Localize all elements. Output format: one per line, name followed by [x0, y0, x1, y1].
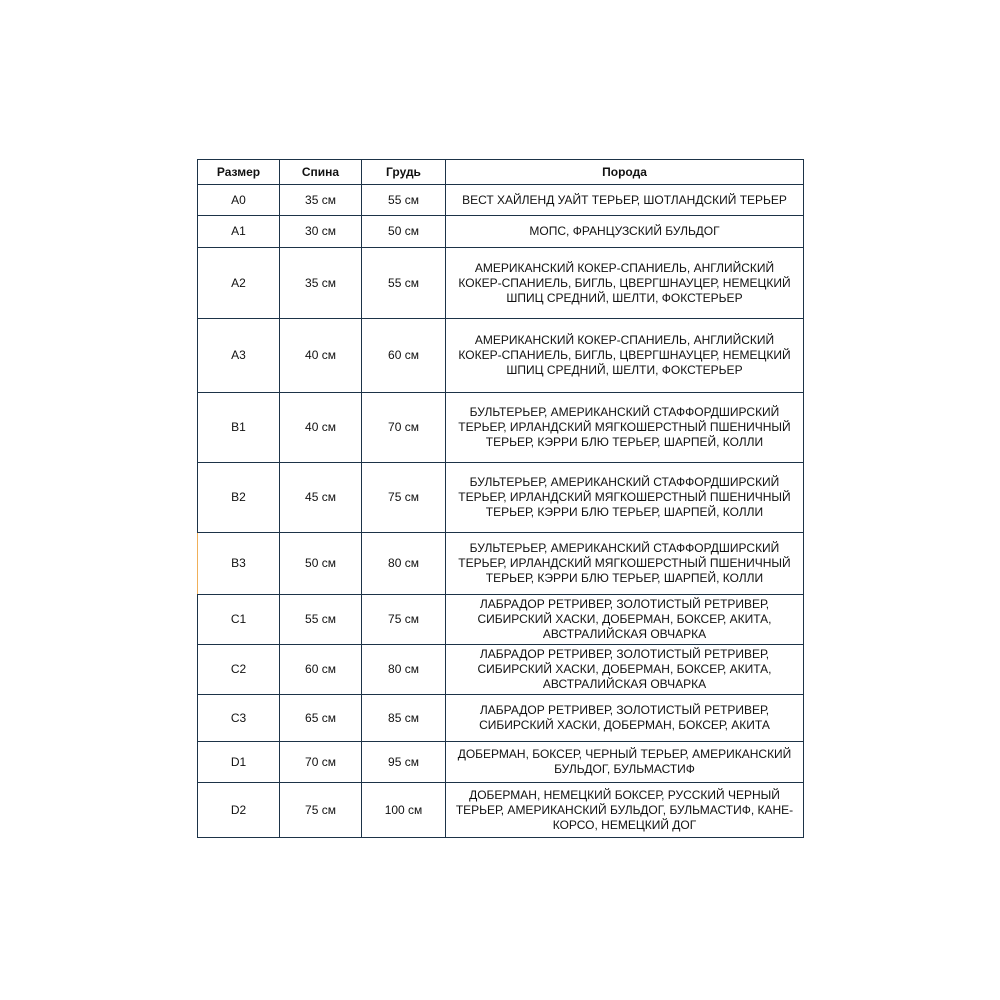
table-row: [198, 216, 804, 248]
cell-breed: БУЛЬТЕРЬЕР, АМЕРИКАНСКИЙ СТАФФОРДШИРСКИЙ ТЕРЬЕР, ИРЛАНДСКИЙ МЯГКОШЕРСТНЫЙ ПШЕНИЧНЫЙ ТЕРЬЕР, КЭРРИ БЛЮ ТЕРЬЕР, ШАРПЕЙ, КОЛЛИ: [446, 393, 804, 463]
table-row: [198, 393, 804, 463]
cell-breed: ЛАБРАДОР РЕТРИВЕР, ЗОЛОТИСТЫЙ РЕТРИВЕР, СИБИРСКИЙ ХАСКИ, ДОБЕРМАН, БОКСЕР, АКИТА, АВСТРАЛИЙСКАЯ ОВЧАРКА: [446, 645, 804, 695]
cell-back: 55 см: [280, 595, 362, 645]
size-chart-table: [197, 159, 804, 838]
cell-back: 65 см: [280, 695, 362, 742]
cell-size: A1: [198, 216, 280, 248]
cell-chest: 60 см: [362, 319, 446, 393]
cell-chest: 75 см: [362, 595, 446, 645]
header-back: Спина: [280, 160, 362, 185]
cell-back: 30 см: [280, 216, 362, 248]
cell-size: B2: [198, 463, 280, 533]
cell-size: C3: [198, 695, 280, 742]
cell-size: C1: [198, 595, 280, 645]
cell-size: A3: [198, 319, 280, 393]
cell-size: D2: [198, 783, 280, 838]
cell-breed: АМЕРИКАНСКИЙ КОКЕР-СПАНИЕЛЬ, АНГЛИЙСКИЙ КОКЕР-СПАНИЕЛЬ, БИГЛЬ, ЦВЕРГШНАУЦЕР, НЕМЕЦКИЙ ШПИЦ СРЕДНИЙ, ШЕЛТИ, ФОКСТЕРЬЕР: [446, 319, 804, 393]
table-row: [198, 185, 804, 216]
table-row: [198, 533, 804, 595]
cell-back: 75 см: [280, 783, 362, 838]
cell-chest: 55 см: [362, 185, 446, 216]
table-row: [198, 463, 804, 533]
cell-chest: 55 см: [362, 248, 446, 319]
table-row: [198, 319, 804, 393]
cell-chest: 100 см: [362, 783, 446, 838]
table-row: [198, 645, 804, 695]
cell-breed: ДОБЕРМАН, НЕМЕЦКИЙ БОКСЕР, РУССКИЙ ЧЕРНЫЙ ТЕРЬЕР, АМЕРИКАНСКИЙ БУЛЬДОГ, БУЛЬМАСТИФ, КАНЕ-КОРСО, НЕМЕЦКИЙ ДОГ: [446, 783, 804, 838]
cell-back: 40 см: [280, 393, 362, 463]
cell-size: B1: [198, 393, 280, 463]
cell-breed: БУЛЬТЕРЬЕР, АМЕРИКАНСКИЙ СТАФФОРДШИРСКИЙ ТЕРЬЕР, ИРЛАНДСКИЙ МЯГКОШЕРСТНЫЙ ПШЕНИЧНЫЙ ТЕРЬЕР, КЭРРИ БЛЮ ТЕРЬЕР, ШАРПЕЙ, КОЛЛИ: [446, 463, 804, 533]
header-size: Размер: [198, 160, 280, 185]
cell-breed: ДОБЕРМАН, БОКСЕР, ЧЕРНЫЙ ТЕРЬЕР, АМЕРИКАНСКИЙ БУЛЬДОГ, БУЛЬМАСТИФ: [446, 742, 804, 783]
table-row: [198, 248, 804, 319]
cell-size: B3: [198, 533, 280, 595]
cell-breed: ЛАБРАДОР РЕТРИВЕР, ЗОЛОТИСТЫЙ РЕТРИВЕР, СИБИРСКИЙ ХАСКИ, ДОБЕРМАН, БОКСЕР, АКИТА: [446, 695, 804, 742]
cell-chest: 95 см: [362, 742, 446, 783]
table-row: [198, 742, 804, 783]
cell-back: 45 см: [280, 463, 362, 533]
table-row: [198, 695, 804, 742]
table-row: [198, 595, 804, 645]
cell-size: A2: [198, 248, 280, 319]
cell-breed: ВЕСТ ХАЙЛЕНД УАЙТ ТЕРЬЕР, ШОТЛАНДСКИЙ ТЕРЬЕР: [446, 185, 804, 216]
cell-breed: БУЛЬТЕРЬЕР, АМЕРИКАНСКИЙ СТАФФОРДШИРСКИЙ ТЕРЬЕР, ИРЛАНДСКИЙ МЯГКОШЕРСТНЫЙ ПШЕНИЧНЫЙ ТЕРЬЕР, КЭРРИ БЛЮ ТЕРЬЕР, ШАРПЕЙ, КОЛЛИ: [446, 533, 804, 595]
cell-size: A0: [198, 185, 280, 216]
cell-back: 70 см: [280, 742, 362, 783]
header-chest: Грудь: [362, 160, 446, 185]
cell-back: 40 см: [280, 319, 362, 393]
table-header-row: [198, 160, 804, 185]
cell-size: C2: [198, 645, 280, 695]
cell-back: 35 см: [280, 248, 362, 319]
cell-back: 50 см: [280, 533, 362, 595]
cell-chest: 70 см: [362, 393, 446, 463]
cell-chest: 80 см: [362, 533, 446, 595]
table-row: [198, 783, 804, 838]
cell-chest: 80 см: [362, 645, 446, 695]
cell-chest: 85 см: [362, 695, 446, 742]
cell-breed: ЛАБРАДОР РЕТРИВЕР, ЗОЛОТИСТЫЙ РЕТРИВЕР, СИБИРСКИЙ ХАСКИ, ДОБЕРМАН, БОКСЕР, АКИТА, АВСТРАЛИЙСКАЯ ОВЧАРКА: [446, 595, 804, 645]
cell-size: D1: [198, 742, 280, 783]
cell-chest: 75 см: [362, 463, 446, 533]
cell-breed: АМЕРИКАНСКИЙ КОКЕР-СПАНИЕЛЬ, АНГЛИЙСКИЙ КОКЕР-СПАНИЕЛЬ, БИГЛЬ, ЦВЕРГШНАУЦЕР, НЕМЕЦКИЙ ШПИЦ СРЕДНИЙ, ШЕЛТИ, ФОКСТЕРЬЕР: [446, 248, 804, 319]
cell-back: 60 см: [280, 645, 362, 695]
cell-back: 35 см: [280, 185, 362, 216]
header-breed: Порода: [446, 160, 804, 185]
cell-breed: МОПС, ФРАНЦУЗСКИЙ БУЛЬДОГ: [446, 216, 804, 248]
cell-chest: 50 см: [362, 216, 446, 248]
